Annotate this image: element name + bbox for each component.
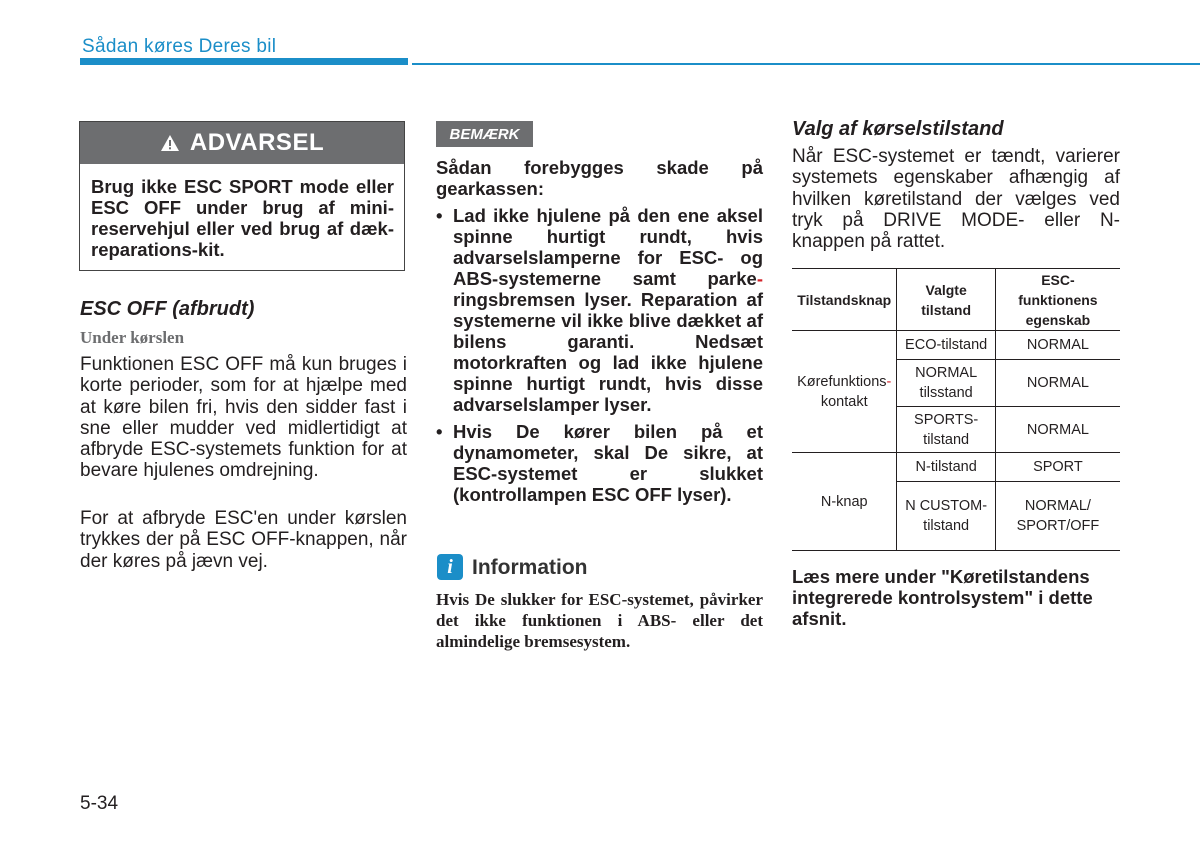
table-cell: NORMAL tilsstand [897,360,995,407]
information-text: Hvis De slukker for ESC-systemet, påvirker det ikke funktionen i ABS- eller det almindelige bremsesystem. [436,590,763,651]
esc-off-subheading: Under kørslen [80,328,185,347]
drive-mode-text: Når ESC-systemet er tændt, varierer systemets egenskaber afhængig af hvilken køretilstand der vælges ved tryk på DRIVE MODE- eller N-knappen på rattet. [792,146,1120,253]
warning-box [79,121,405,271]
table-row [792,453,1120,482]
page-number: 5-34 [80,793,119,814]
table-header-cell: Valgte tilstand [897,269,995,331]
table-row [792,331,1120,360]
table-cell: NORMAL [995,331,1120,360]
esc-off-heading: ESC OFF (afbrudt) [80,298,255,320]
table-cell: NORMAL [995,360,1120,407]
table-cell: SPORTS-tilstand [897,407,995,453]
drive-mode-heading: Valg af kørselstilstand [792,118,1004,140]
information-title: Information [472,556,588,579]
table-cell: N-tilstand [897,453,995,482]
table-cell: NORMAL/ SPORT/OFF [995,482,1120,551]
esc-off-paragraph-1: Funktionen ESC OFF må kun bruges i korte perioder, som for at hjælpe med at køre bilen fri, hvis den sidder fast i sne eller mudder ved midlertidigt at afbryde ESC-systemets funktion for at bevare hjulenes omdrejning. [80,354,407,482]
table-cell: N CUSTOM-tilstand [897,482,995,551]
note-intro: Sådan forebygges skade på gearkassen: [436,157,763,199]
table-group-label: N-knap [792,453,897,551]
note-badge: BEMÆRK [436,121,533,147]
table-cell: ECO-tilstand [897,331,995,360]
header-rule-thick [80,58,408,65]
drive-mode-table [792,268,1120,551]
table-cell: SPORT [995,453,1120,482]
table-group-label: Kørefunktions- kontakt [792,331,897,453]
drive-mode-footer: Læs mere under "Køretilstandens integrerede kontrolsystem" i dette afsnit. [792,566,1093,629]
esc-off-paragraph-2: For at afbryde ESC'en under kørslen trykkes der på ESC OFF-knappen, når der køres på jævn vej. [80,508,407,572]
warning-text: Brug ikke ESC SPORT mode eller ESC OFF under brug af mini-reservehjul eller ved brug af dæk-reparations-kit. [91,176,394,260]
table-header-cell: ESC-funktionens egenskab [995,269,1120,331]
table-header-cell: Tilstandsknap [792,269,897,331]
chapter-title: Sådan køres Deres bil [82,36,277,57]
list-item: • Hvis De kører bilen på et dynamometer, skal De sikre, at ESC-systemet er slukket (kontrollampen ESC OFF lyser). [436,421,763,505]
note-list [436,205,763,511]
warning-header [80,122,404,164]
info-icon: i [437,554,463,580]
warning-triangle-icon [160,134,180,152]
header-rule-thin [412,63,1200,65]
list-item: • Lad ikke hjulene på den ene aksel spinne hurtigt rundt, hvis advarselslamperne for ESC- og ABS-systemerne samt parke- ringsbremsen lyser. Reparation af systemerne vil ikke blive dækket af bilens garanti. Nedsæt motorkraften og lad ikke hjulene spinne hurtigt rundt, hvis disse advarselslamper lyser. [436,205,763,415]
table-cell: NORMAL [995,407,1120,453]
warning-title: ADVARSEL [189,129,325,156]
